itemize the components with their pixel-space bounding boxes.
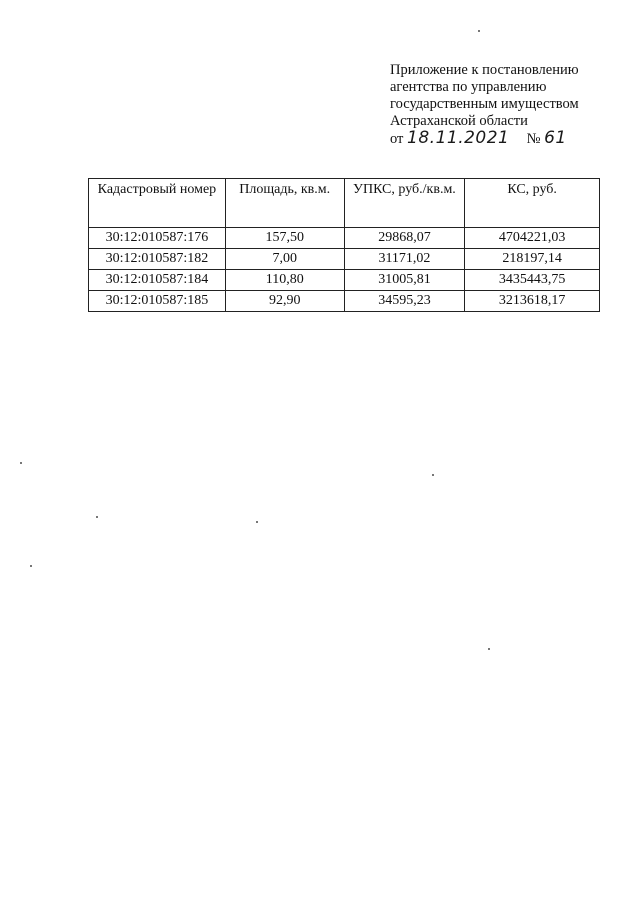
cell-cadastral-number: 30:12:010587:184 [89,270,226,291]
header-date-number-line [390,130,620,148]
scan-speck [488,648,490,650]
cell-area: 110,80 [225,270,344,291]
appendix-header [390,62,620,148]
from-prefix: от [390,131,404,147]
cell-specific-value: 34595,23 [344,291,465,312]
header-line-1: Приложение к постановлению [390,62,579,78]
cell-cadastral-value: 4704221,03 [465,228,600,249]
table-row [89,228,600,249]
table-row [89,270,600,291]
cell-cadastral-value: 3435443,75 [465,270,600,291]
cell-cadastral-number: 30:12:010587:182 [89,249,226,270]
header-line-2: агентства по управлению [390,79,547,95]
number-prefix: № [526,131,541,147]
table-row [89,249,600,270]
header-line-4: Астраханской области [390,113,528,129]
scan-speck [432,474,434,476]
header-line-3: государственным имуществом [390,96,579,112]
header-area: Площадь, кв.м. [225,179,344,228]
scan-speck [256,521,258,523]
cadastral-value-table [88,178,600,312]
cell-area: 92,90 [225,291,344,312]
cell-cadastral-number: 30:12:010587:185 [89,291,226,312]
header-cadastral-value: КС, руб. [465,179,600,228]
header-cadastral-number: Кадастровый номер [89,179,226,228]
scan-speck [96,516,98,518]
table-header-row [89,179,600,228]
header-specific-value: УПКС, руб./кв.м. [344,179,465,228]
scan-speck [20,462,22,464]
cell-specific-value: 31171,02 [344,249,465,270]
handwritten-date: 18.11.2021 [407,128,510,148]
scan-speck [478,30,480,32]
cell-area: 157,50 [225,228,344,249]
cell-specific-value: 31005,81 [344,270,465,291]
cell-cadastral-value: 3213618,17 [465,291,600,312]
scan-speck [30,565,32,567]
cell-cadastral-value: 218197,14 [465,249,600,270]
cell-cadastral-number: 30:12:010587:176 [89,228,226,249]
cell-specific-value: 29868,07 [344,228,465,249]
table-row [89,291,600,312]
cell-area: 7,00 [225,249,344,270]
handwritten-number: 61 [544,128,567,148]
